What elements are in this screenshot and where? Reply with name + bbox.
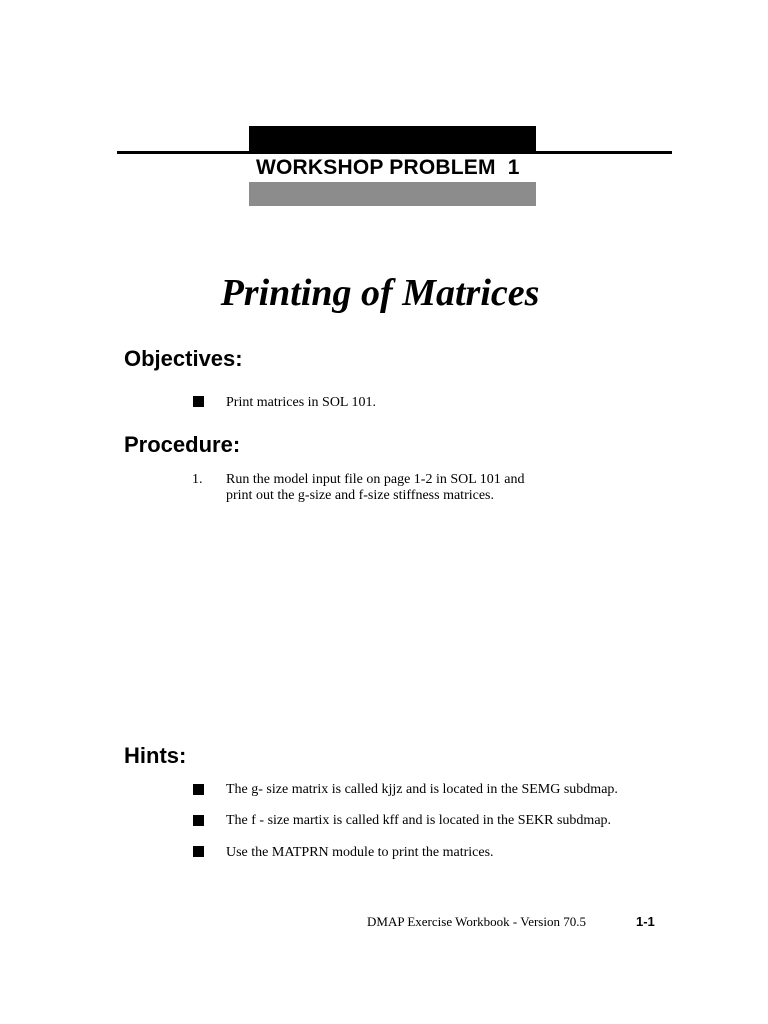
document-title: Printing of Matrices: [220, 272, 540, 314]
hints-heading: Hints:: [124, 743, 187, 768]
procedure-heading: Procedure:: [124, 432, 241, 457]
hint-item: The f - size martix is called kff and is located in the SEKR subdmap.: [226, 813, 612, 828]
hint-item: Use the MATPRN module to print the matrices.: [226, 845, 494, 860]
procedure-step-line-1: Run the model input file on page 1-2 in SOL 101 and: [226, 472, 525, 487]
footer-page-number: 1-1: [636, 914, 655, 929]
header-gray-bar: [249, 182, 536, 206]
procedure-step-number: 1.: [192, 472, 203, 487]
procedure-step-line-2: print out the g-size and f-size stiffness matrices.: [226, 488, 494, 503]
header-black-bar: [249, 126, 536, 152]
footer-workbook-title: DMAP Exercise Workbook - Version 70.5: [367, 914, 586, 929]
hint-item: The g- size matrix is called kjjz and is located in the SEMG subdmap.: [226, 782, 618, 797]
objectives-heading: Objectives:: [124, 346, 243, 371]
hint-bullet: [193, 846, 204, 857]
hint-bullet: [193, 784, 204, 795]
workshop-header-title: WORKSHOP PROBLEM 1: [256, 156, 520, 179]
objective-bullet: [193, 396, 204, 407]
hint-bullet: [193, 815, 204, 826]
objective-item: Print matrices in SOL 101.: [226, 395, 376, 410]
